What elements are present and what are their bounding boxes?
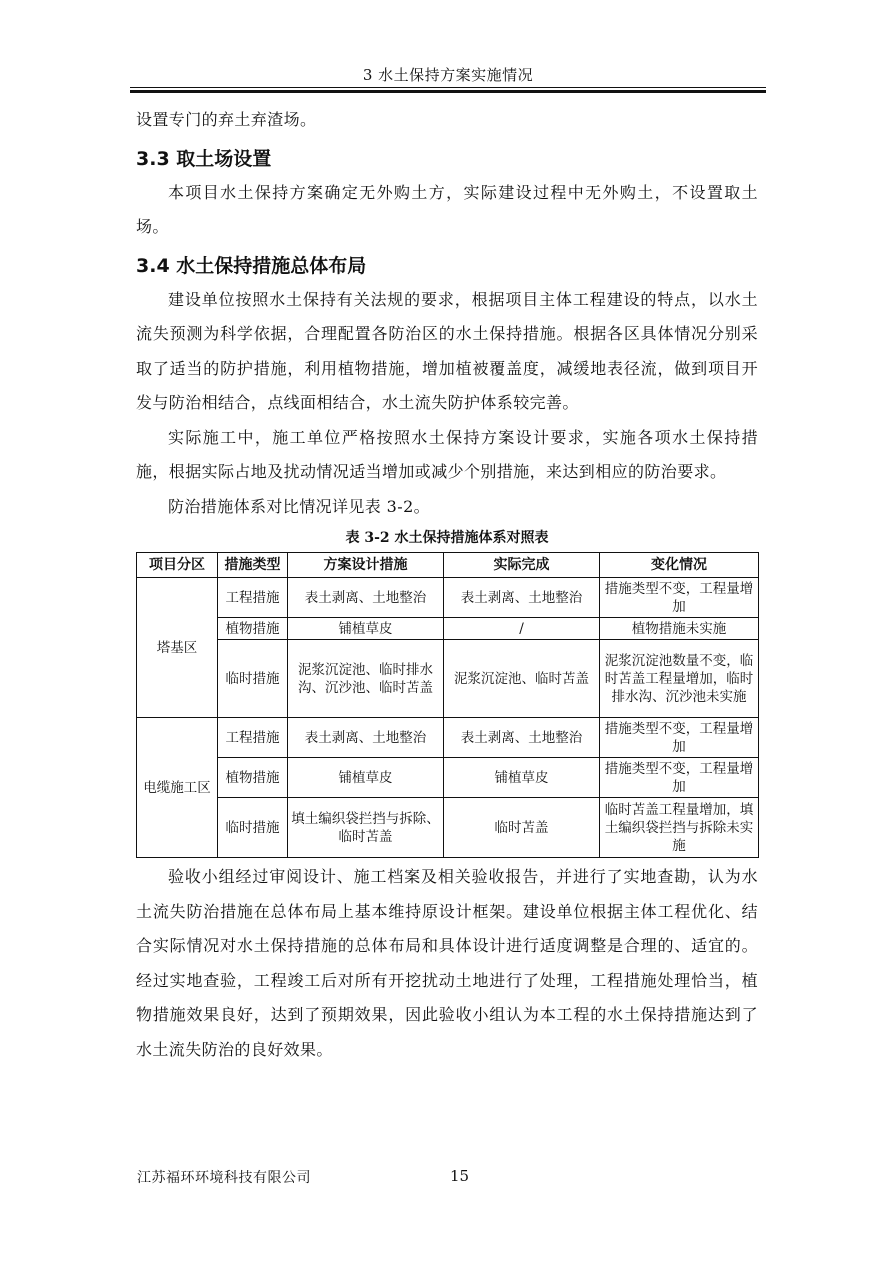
table-cell: 铺植草皮: [288, 618, 444, 640]
table-row: [137, 640, 759, 718]
col-header-zone: 项目分区: [137, 553, 218, 578]
zone-cell: 塔基区: [137, 578, 218, 718]
table-cell: 措施类型不变，工程量增加: [600, 758, 759, 798]
paragraph-borrow-site: 本项目水土保持方案确定无外购土方，实际建设过程中无外购土，不设置取土场。: [136, 182, 758, 236]
table-cell: 措施类型不变，工程量增加: [600, 578, 759, 618]
table-cell: 植物措施: [218, 618, 288, 640]
paragraph-continuation: 设置专门的弃土弃渣场。: [136, 110, 317, 129]
paragraph-table-ref: 防治措施体系对比情况详见表 3-2。: [168, 496, 431, 516]
page-number: 15: [450, 1167, 470, 1185]
table-cell: 临时苫盖: [444, 798, 600, 858]
paragraph-layout-2: 实际施工中，施工单位严格按照水土保持方案设计要求，实施各项水土保持措施，根据实际占地及扰动情况适当增加或减少个别措施，来达到相应的防治要求。: [136, 427, 758, 481]
table-cell: 泥浆沉淀池、临时苫盖: [444, 640, 600, 718]
table-row: [137, 718, 759, 758]
table-cell: 临时措施: [218, 640, 288, 718]
table-cell: 表土剥离、土地整治: [288, 578, 444, 618]
table-cell: 铺植草皮: [288, 758, 444, 798]
col-header-type: 措施类型: [218, 553, 288, 578]
measures-comparison-table: [136, 552, 759, 858]
table-row: [137, 618, 759, 640]
table-cell: 措施类型不变，工程量增加: [600, 718, 759, 758]
col-header-actual: 实际完成: [444, 553, 600, 578]
table-caption: 表 3-2 水土保持措施体系对照表: [345, 530, 549, 546]
footer-company: 江苏福环环境科技有限公司: [137, 1170, 311, 1186]
table-cell: 铺植草皮: [444, 758, 600, 798]
zone-cell: 电缆施工区: [137, 718, 218, 858]
paragraph-layout-1: 建设单位按照水土保持有关法规的要求，根据项目主体工程建设的特点，以水土流失预测为科学依据，合理配置各防治区的水土保持措施。根据各区具体情况分别采取了适当的防护措施，利用植物措施，增加植被覆盖度，减缓地表径流，做到项目开发与防治相结合，点线面相结合，水土流失防护体系较完善。: [136, 289, 758, 412]
header-rule-thick: [130, 90, 766, 93]
table-cell: 泥浆沉淀池数量不变，临时苫盖工程量增加，临时排水沟、沉沙池未实施: [600, 640, 759, 718]
col-header-design: 方案设计措施: [288, 553, 444, 578]
table-cell: 临时苫盖工程量增加，填土编织袋拦挡与拆除未实施: [600, 798, 759, 858]
table-header-row: [137, 553, 759, 578]
table-row: [137, 798, 759, 858]
header-rule-thin: [130, 87, 766, 88]
table-row: [137, 758, 759, 798]
col-header-change: 变化情况: [600, 553, 759, 578]
table-cell: 工程措施: [218, 578, 288, 618]
table-cell: 临时措施: [218, 798, 288, 858]
table-cell: 表土剥离、土地整治: [288, 718, 444, 758]
page-body: [136, 103, 758, 1067]
running-header: 3 水土保持方案实施情况: [362, 66, 534, 84]
table-cell: 填土编织袋拦挡与拆除、临时苫盖: [288, 798, 444, 858]
table-cell: 表土剥离、土地整治: [444, 578, 600, 618]
table-cell: /: [444, 618, 600, 640]
table-cell: 泥浆沉淀池、临时排水沟、沉沙池、临时苫盖: [288, 640, 444, 718]
table-cell: 工程措施: [218, 718, 288, 758]
heading-3-4: 3.4 水土保持措施总体布局: [136, 254, 367, 277]
heading-3-3: 3.3 取土场设置: [136, 147, 272, 170]
table-cell: 表土剥离、土地整治: [444, 718, 600, 758]
table-cell: 植物措施未实施: [600, 618, 759, 640]
paragraph-acceptance: 验收小组经过审阅设计、施工档案及相关验收报告，并进行了实地查勘，认为水土流失防治措施在总体布局上基本维持原设计框架。建设单位根据主体工程优化、结合实际情况对水土保持措施的总体布局和具体设计进行适度调整是合理的、适宜的。经过实地查验，工程竣工后对所有开挖扰动土地进行了处理，工程措施处理恰当，植物措施效果良好，达到了预期效果，因此验收小组认为本工程的水土保持措施达到了水土流失防治的良好效果。: [136, 867, 758, 1059]
table-cell: 植物措施: [218, 758, 288, 798]
table-row: [137, 578, 759, 618]
